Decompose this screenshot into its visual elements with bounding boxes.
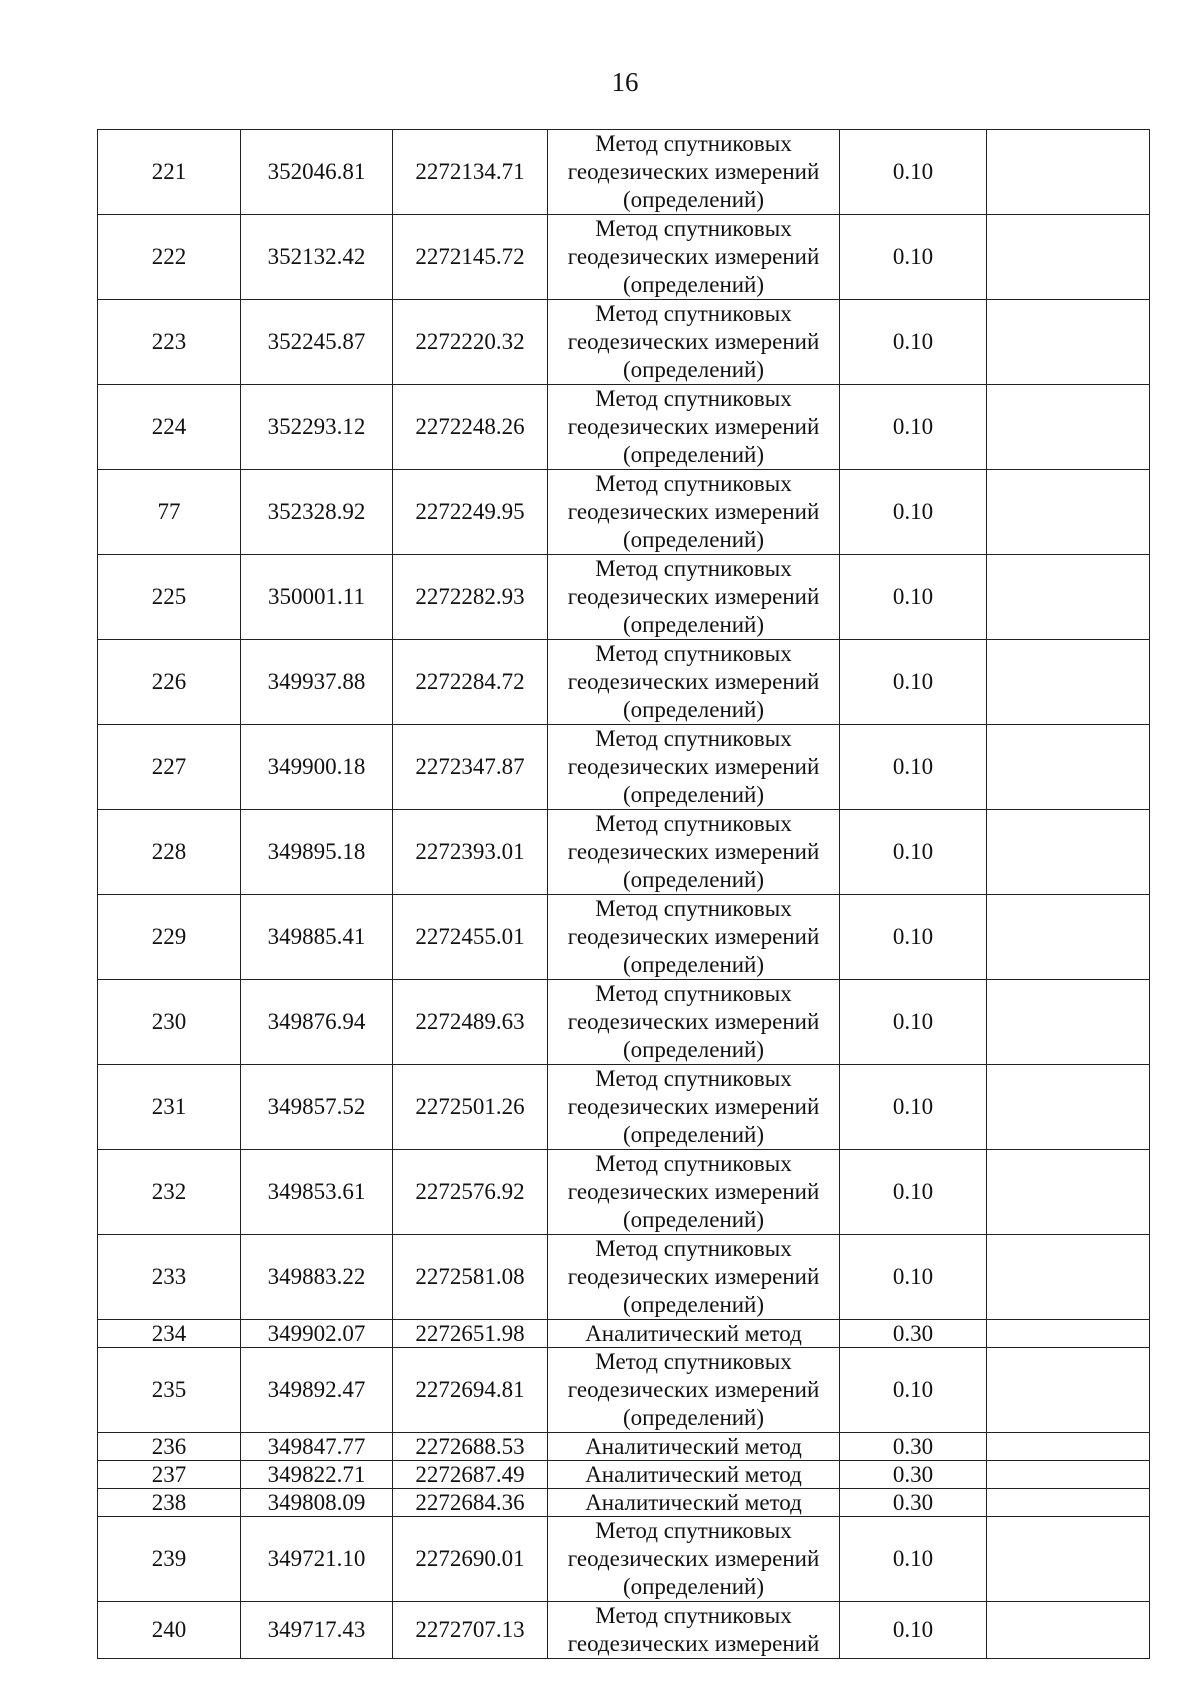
x-coordinate-cell: 349721.10 xyxy=(241,1517,393,1602)
table-row xyxy=(98,130,1150,215)
coordinates-table xyxy=(97,129,1150,1659)
method-line: (определений) xyxy=(622,1207,765,1232)
table-row xyxy=(98,470,1150,555)
x-coordinate-cell: 349717.43 xyxy=(241,1602,393,1659)
y-coordinate-cell: 2272282.93 xyxy=(393,555,548,640)
accuracy-cell: 0.10 xyxy=(840,1235,987,1320)
note-cell xyxy=(987,1065,1150,1150)
method-line: Аналитический метод xyxy=(585,1433,802,1459)
method-cell xyxy=(548,1517,840,1602)
x-coordinate-cell: 349876.94 xyxy=(241,980,393,1065)
note-cell xyxy=(987,725,1150,810)
table-row xyxy=(98,555,1150,640)
x-coordinate-cell: 349885.41 xyxy=(241,895,393,980)
method-cell xyxy=(548,640,840,725)
point-number-cell: 227 xyxy=(98,725,241,810)
method-line: (определений) xyxy=(622,612,765,637)
point-number-cell: 239 xyxy=(98,1517,241,1602)
method-line: (определений) xyxy=(622,782,765,807)
method-cell xyxy=(548,1602,840,1659)
y-coordinate-cell: 2272501.26 xyxy=(393,1065,548,1150)
accuracy-cell: 0.10 xyxy=(840,640,987,725)
accuracy-cell: 0.10 xyxy=(840,1517,987,1602)
note-cell xyxy=(987,300,1150,385)
x-coordinate-cell: 352245.87 xyxy=(241,300,393,385)
note-cell xyxy=(987,1602,1150,1659)
method-line: Аналитический метод xyxy=(585,1489,802,1515)
method-cell xyxy=(548,470,840,555)
point-number-cell: 240 xyxy=(98,1602,241,1659)
note-cell xyxy=(987,640,1150,725)
method-line: Метод спутниковых xyxy=(595,1518,792,1543)
note-cell xyxy=(987,1348,1150,1433)
note-cell xyxy=(987,810,1150,895)
note-cell xyxy=(987,215,1150,300)
table-row xyxy=(98,725,1150,810)
point-number-cell: 223 xyxy=(98,300,241,385)
method-line: Метод спутниковых xyxy=(595,471,792,496)
table-row xyxy=(98,1235,1150,1320)
method-line: (определений) xyxy=(622,1037,765,1062)
table-row xyxy=(98,1348,1150,1433)
note-cell xyxy=(987,470,1150,555)
y-coordinate-cell: 2272134.71 xyxy=(393,130,548,215)
method-line: Метод спутниковых xyxy=(595,726,792,751)
x-coordinate-cell: 349902.07 xyxy=(241,1320,393,1348)
point-number-cell: 233 xyxy=(98,1235,241,1320)
point-number-cell: 229 xyxy=(98,895,241,980)
note-cell xyxy=(987,1517,1150,1602)
point-number-cell: 232 xyxy=(98,1150,241,1235)
x-coordinate-cell: 349892.47 xyxy=(241,1348,393,1433)
method-line: геодезических измерений xyxy=(567,1094,820,1119)
y-coordinate-cell: 2272145.72 xyxy=(393,215,548,300)
point-number-cell: 77 xyxy=(98,470,241,555)
point-number-cell: 231 xyxy=(98,1065,241,1150)
accuracy-cell: 0.10 xyxy=(840,555,987,640)
x-coordinate-cell: 349808.09 xyxy=(241,1489,393,1517)
method-line: геодезических измерений xyxy=(567,244,820,269)
y-coordinate-cell: 2272707.13 xyxy=(393,1602,548,1659)
point-number-cell: 234 xyxy=(98,1320,241,1348)
method-line: Метод спутниковых xyxy=(595,641,792,666)
point-number-cell: 228 xyxy=(98,810,241,895)
method-cell xyxy=(548,1348,840,1433)
table-body xyxy=(98,130,1150,1659)
method-cell xyxy=(548,810,840,895)
method-line: (определений) xyxy=(622,187,765,212)
y-coordinate-cell: 2272284.72 xyxy=(393,640,548,725)
y-coordinate-cell: 2272249.95 xyxy=(393,470,548,555)
table-row xyxy=(98,215,1150,300)
method-line: Метод спутниковых xyxy=(595,1066,792,1091)
method-line: геодезических измерений xyxy=(567,329,820,354)
x-coordinate-cell: 352132.42 xyxy=(241,215,393,300)
method-line: Метод спутниковых xyxy=(595,1349,792,1374)
method-line: геодезических измерений xyxy=(567,1179,820,1204)
method-line: Метод спутниковых xyxy=(595,301,792,326)
note-cell xyxy=(987,130,1150,215)
point-number-cell: 226 xyxy=(98,640,241,725)
point-number-cell: 238 xyxy=(98,1489,241,1517)
method-cell xyxy=(548,555,840,640)
accuracy-cell: 0.10 xyxy=(840,725,987,810)
x-coordinate-cell: 349937.88 xyxy=(241,640,393,725)
table-row xyxy=(98,1433,1150,1461)
note-cell xyxy=(987,1150,1150,1235)
table-row xyxy=(98,1065,1150,1150)
y-coordinate-cell: 2272576.92 xyxy=(393,1150,548,1235)
method-line: геодезических измерений xyxy=(567,1009,820,1034)
x-coordinate-cell: 349853.61 xyxy=(241,1150,393,1235)
method-line: Метод спутниковых xyxy=(595,131,792,156)
note-cell xyxy=(987,1320,1150,1348)
method-line: Аналитический метод xyxy=(585,1461,802,1487)
table-row xyxy=(98,385,1150,470)
method-cell xyxy=(548,1235,840,1320)
note-cell xyxy=(987,895,1150,980)
method-line: (определений) xyxy=(622,357,765,382)
accuracy-cell: 0.10 xyxy=(840,385,987,470)
point-number-cell: 230 xyxy=(98,980,241,1065)
y-coordinate-cell: 2272687.49 xyxy=(393,1461,548,1489)
x-coordinate-cell: 349895.18 xyxy=(241,810,393,895)
table-row xyxy=(98,1489,1150,1517)
method-line: Метод спутниковых xyxy=(595,1151,792,1176)
method-cell xyxy=(548,300,840,385)
accuracy-cell: 0.30 xyxy=(840,1320,987,1348)
x-coordinate-cell: 349847.77 xyxy=(241,1433,393,1461)
method-line: Метод спутниковых xyxy=(595,386,792,411)
note-cell xyxy=(987,1461,1150,1489)
accuracy-cell: 0.30 xyxy=(840,1433,987,1461)
method-line: (определений) xyxy=(622,272,765,297)
accuracy-cell: 0.10 xyxy=(840,1065,987,1150)
y-coordinate-cell: 2272694.81 xyxy=(393,1348,548,1433)
note-cell xyxy=(987,980,1150,1065)
point-number-cell: 222 xyxy=(98,215,241,300)
method-line: геодезических измерений xyxy=(567,1546,820,1571)
y-coordinate-cell: 2272248.26 xyxy=(393,385,548,470)
table-row xyxy=(98,1320,1150,1348)
accuracy-cell: 0.10 xyxy=(840,1602,987,1659)
table-row xyxy=(98,300,1150,385)
method-line: геодезических измерений xyxy=(567,669,820,694)
page-number: 16 xyxy=(611,67,639,97)
table-row xyxy=(98,1602,1150,1659)
method-line: геодезических измерений xyxy=(567,754,820,779)
y-coordinate-cell: 2272651.98 xyxy=(393,1320,548,1348)
method-line: Метод спутниковых xyxy=(595,1236,792,1261)
table-row xyxy=(98,1461,1150,1489)
y-coordinate-cell: 2272455.01 xyxy=(393,895,548,980)
y-coordinate-cell: 2272220.32 xyxy=(393,300,548,385)
method-line: Метод спутниковых xyxy=(595,216,792,241)
y-coordinate-cell: 2272690.01 xyxy=(393,1517,548,1602)
note-cell xyxy=(987,1235,1150,1320)
method-line: геодезических измерений xyxy=(567,1631,820,1656)
method-line: (определений) xyxy=(622,952,765,977)
note-cell xyxy=(987,385,1150,470)
method-line: (определений) xyxy=(622,1405,765,1430)
method-line: (определений) xyxy=(622,697,765,722)
method-line: Аналитический метод xyxy=(585,1320,802,1346)
method-cell xyxy=(548,895,840,980)
accuracy-cell: 0.10 xyxy=(840,1348,987,1433)
x-coordinate-cell: 349883.22 xyxy=(241,1235,393,1320)
method-cell xyxy=(548,130,840,215)
accuracy-cell: 0.10 xyxy=(840,470,987,555)
table-row xyxy=(98,640,1150,725)
note-cell xyxy=(987,1433,1150,1461)
y-coordinate-cell: 2272581.08 xyxy=(393,1235,548,1320)
method-line: Метод спутниковых xyxy=(595,981,792,1006)
y-coordinate-cell: 2272489.63 xyxy=(393,980,548,1065)
method-line: (определений) xyxy=(622,1574,765,1599)
method-line: геодезических измерений xyxy=(567,1264,820,1289)
method-line: (определений) xyxy=(622,1122,765,1147)
point-number-cell: 225 xyxy=(98,555,241,640)
method-line: геодезических измерений xyxy=(567,839,820,864)
method-cell xyxy=(548,1065,840,1150)
method-line: геодезических измерений xyxy=(567,584,820,609)
accuracy-cell: 0.10 xyxy=(840,810,987,895)
accuracy-cell: 0.10 xyxy=(840,215,987,300)
table-row xyxy=(98,1150,1150,1235)
method-cell xyxy=(548,1461,840,1489)
note-cell xyxy=(987,1489,1150,1517)
x-coordinate-cell: 352293.12 xyxy=(241,385,393,470)
method-line: Метод спутниковых xyxy=(595,1603,792,1628)
point-number-cell: 224 xyxy=(98,385,241,470)
method-cell xyxy=(548,215,840,300)
method-line: (определений) xyxy=(622,1292,765,1317)
y-coordinate-cell: 2272684.36 xyxy=(393,1489,548,1517)
y-coordinate-cell: 2272688.53 xyxy=(393,1433,548,1461)
method-line: геодезических измерений xyxy=(567,1377,820,1402)
method-line: геодезических измерений xyxy=(567,499,820,524)
method-line: (определений) xyxy=(622,867,765,892)
method-cell xyxy=(548,1433,840,1461)
method-line: (определений) xyxy=(622,442,765,467)
method-cell xyxy=(548,1150,840,1235)
x-coordinate-cell: 349900.18 xyxy=(241,725,393,810)
table-row xyxy=(98,810,1150,895)
x-coordinate-cell: 350001.11 xyxy=(241,555,393,640)
table-row xyxy=(98,895,1150,980)
accuracy-cell: 0.10 xyxy=(840,980,987,1065)
method-cell xyxy=(548,725,840,810)
method-cell xyxy=(548,385,840,470)
method-line: (определений) xyxy=(622,527,765,552)
accuracy-cell: 0.30 xyxy=(840,1461,987,1489)
y-coordinate-cell: 2272393.01 xyxy=(393,810,548,895)
point-number-cell: 221 xyxy=(98,130,241,215)
accuracy-cell: 0.10 xyxy=(840,130,987,215)
accuracy-cell: 0.10 xyxy=(840,895,987,980)
x-coordinate-cell: 352328.92 xyxy=(241,470,393,555)
note-cell xyxy=(987,555,1150,640)
accuracy-cell: 0.10 xyxy=(840,1150,987,1235)
accuracy-cell: 0.30 xyxy=(840,1489,987,1517)
method-line: Метод спутниковых xyxy=(595,896,792,921)
method-cell xyxy=(548,1489,840,1517)
point-number-cell: 236 xyxy=(98,1433,241,1461)
accuracy-cell: 0.10 xyxy=(840,300,987,385)
method-line: геодезических измерений xyxy=(567,924,820,949)
x-coordinate-cell: 349822.71 xyxy=(241,1461,393,1489)
method-line: Метод спутниковых xyxy=(595,811,792,836)
method-cell xyxy=(548,1320,840,1348)
method-line: Метод спутниковых xyxy=(595,556,792,581)
x-coordinate-cell: 352046.81 xyxy=(241,130,393,215)
y-coordinate-cell: 2272347.87 xyxy=(393,725,548,810)
table-row xyxy=(98,980,1150,1065)
method-cell xyxy=(548,980,840,1065)
table-row xyxy=(98,1517,1150,1602)
point-number-cell: 235 xyxy=(98,1348,241,1433)
point-number-cell: 237 xyxy=(98,1461,241,1489)
x-coordinate-cell: 349857.52 xyxy=(241,1065,393,1150)
method-line: геодезических измерений xyxy=(567,414,820,439)
method-line: геодезических измерений xyxy=(567,159,820,184)
